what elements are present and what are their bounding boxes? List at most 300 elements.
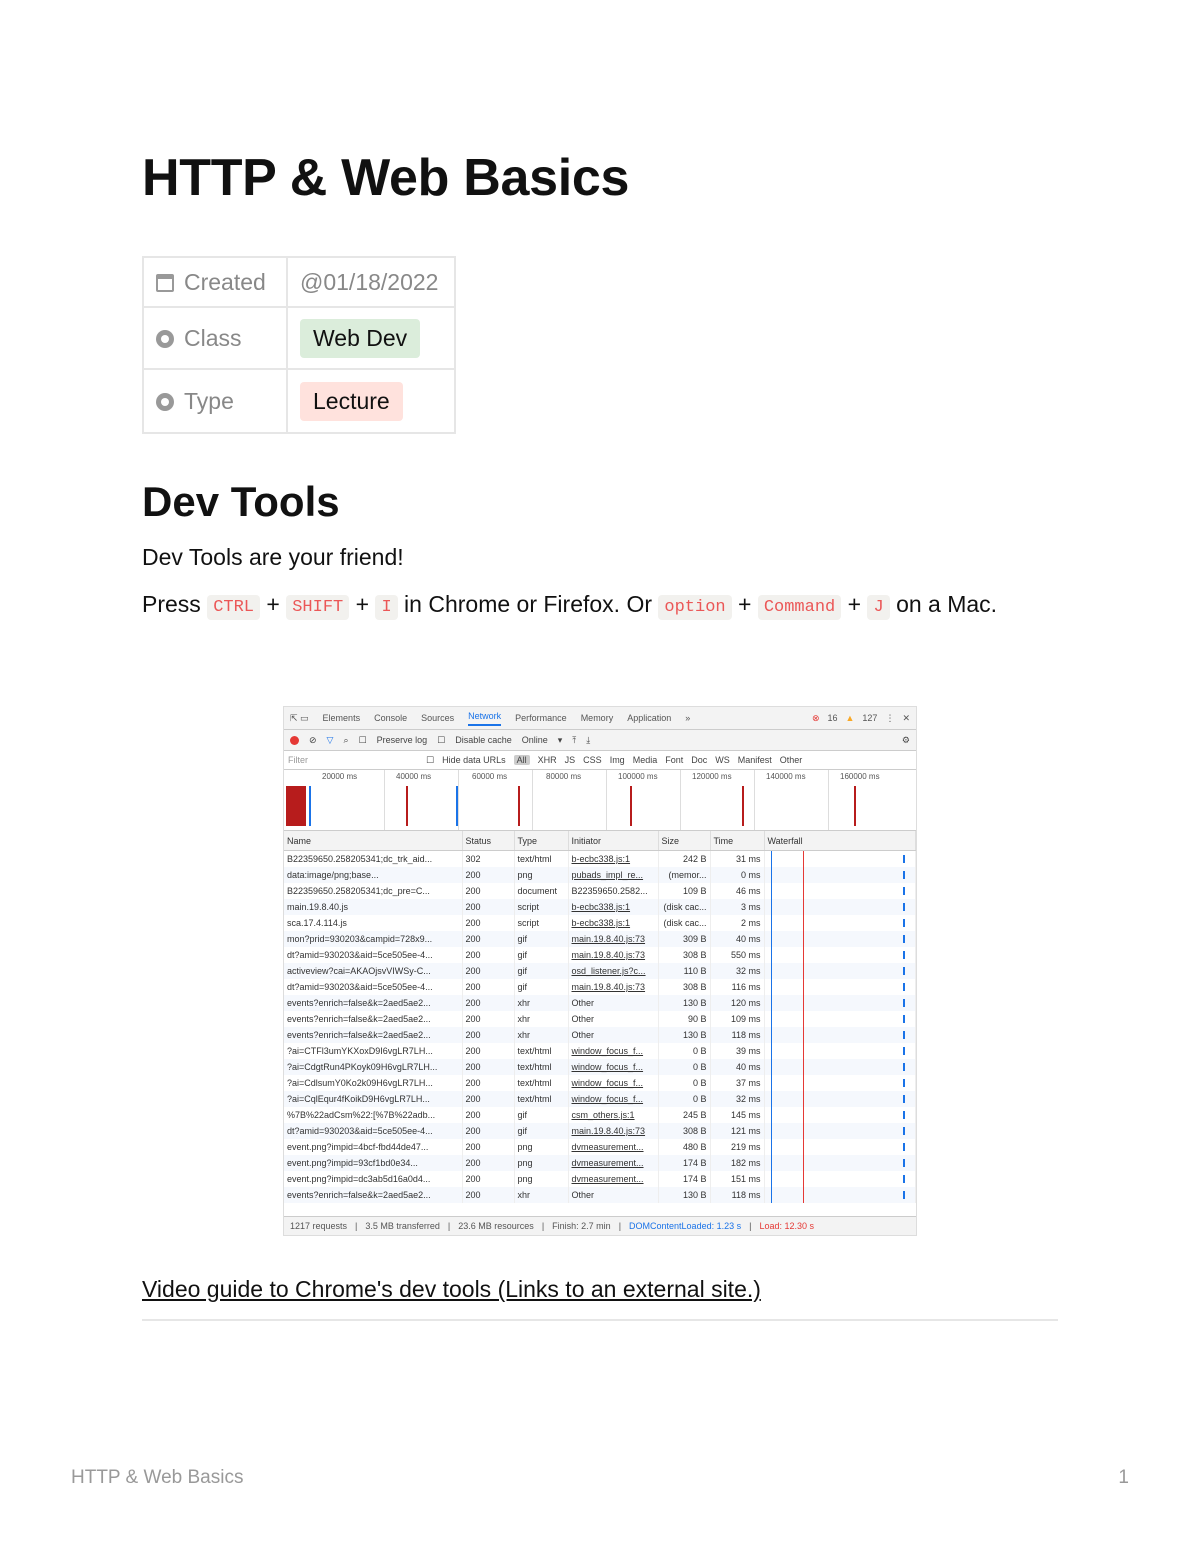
waterfall-line xyxy=(771,931,772,947)
table-cell: B22359650.2582... xyxy=(568,883,658,899)
waterfall-cell xyxy=(764,1059,916,1075)
table-row xyxy=(284,1123,916,1139)
table-cell: main.19.8.40.js:73 xyxy=(568,979,658,995)
filter-icon: ▽ xyxy=(326,734,334,745)
table-cell: dt?amid=930203&aid=5ce505ee-4... xyxy=(284,1123,462,1139)
table-cell: 242 B xyxy=(658,851,710,868)
type-tag[interactable]: Lecture xyxy=(300,382,403,421)
table-cell: main.19.8.40.js:73 xyxy=(568,947,658,963)
table-row xyxy=(284,1059,916,1075)
table-cell: dt?amid=930203&aid=5ce505ee-4... xyxy=(284,979,462,995)
table-row xyxy=(284,1011,916,1027)
waterfall-line xyxy=(803,979,804,995)
waterfall-line xyxy=(771,1107,772,1123)
table-cell: 0 B xyxy=(658,1075,710,1091)
class-tag[interactable]: Web Dev xyxy=(300,319,420,358)
table-cell: Other xyxy=(568,1187,658,1203)
waterfall-bar xyxy=(903,1015,905,1023)
devtools-tab-active: Network xyxy=(468,711,501,726)
table-cell: event.png?impid=dc3ab5d16a0d4... xyxy=(284,1171,462,1187)
filter-type: Img xyxy=(609,755,625,765)
waterfall-line xyxy=(803,1091,804,1107)
waterfall-line xyxy=(803,867,804,883)
property-key-cell xyxy=(143,257,287,307)
network-toolbar xyxy=(284,730,916,751)
waterfall-bar xyxy=(903,1143,905,1151)
waterfall-line xyxy=(771,1075,772,1091)
table-row xyxy=(284,979,916,995)
waterfall-bar xyxy=(903,887,905,895)
waterfall-line xyxy=(771,867,772,883)
table-cell: 121 ms xyxy=(710,1123,764,1139)
table-cell: script xyxy=(514,915,568,931)
timeline-gridline xyxy=(828,770,829,830)
waterfall-cell xyxy=(764,1123,916,1139)
select-icon xyxy=(156,330,174,348)
table-cell: xhr xyxy=(514,1011,568,1027)
waterfall-line xyxy=(803,883,804,899)
timeline-tick: 20000 ms xyxy=(322,772,358,781)
devtools-tab: Memory xyxy=(580,713,614,723)
table-row xyxy=(284,1075,916,1091)
filter-type: Doc xyxy=(691,755,708,765)
checkbox-icon: ☐ xyxy=(437,734,446,745)
key-shift: SHIFT xyxy=(286,595,349,620)
waterfall-line xyxy=(771,1155,772,1171)
table-row xyxy=(284,1043,916,1059)
table-cell: 0 B xyxy=(658,1059,710,1075)
waterfall-line xyxy=(771,883,772,899)
table-cell: 200 xyxy=(462,899,514,915)
table-row xyxy=(284,1139,916,1155)
table-cell: 480 B xyxy=(658,1139,710,1155)
waterfall-line xyxy=(803,931,804,947)
key-j: J xyxy=(867,595,889,620)
waterfall-cell xyxy=(764,931,916,947)
table-cell: gif xyxy=(514,1123,568,1139)
key-i: I xyxy=(375,595,397,620)
table-cell: B22359650.258205341;dc_pre=C... xyxy=(284,883,462,899)
filter-type: Media xyxy=(632,755,658,765)
timeline-tick: 160000 ms xyxy=(840,772,880,781)
table-cell: (memor... xyxy=(658,867,710,883)
table-cell: 110 B xyxy=(658,963,710,979)
table-cell: main.19.8.40.js:73 xyxy=(568,931,658,947)
throttle-select: Online xyxy=(521,735,548,745)
table-cell: gif xyxy=(514,931,568,947)
devtools-screenshot xyxy=(283,706,917,1236)
divider xyxy=(142,1319,1058,1321)
shortcut-paragraph xyxy=(142,591,997,618)
timeline-activity xyxy=(630,786,632,826)
request-table xyxy=(284,831,916,1203)
table-row xyxy=(284,1171,916,1187)
table-cell: b-ecbc338.js:1 xyxy=(568,899,658,915)
table-cell: 200 xyxy=(462,1187,514,1203)
table-cell: window_focus_f... xyxy=(568,1059,658,1075)
search-icon: ⌕ xyxy=(343,734,349,745)
waterfall-bar xyxy=(903,903,905,911)
table-row xyxy=(284,1091,916,1107)
waterfall-cell xyxy=(764,1171,916,1187)
property-key-created: Created xyxy=(184,268,266,295)
table-row xyxy=(284,1187,916,1203)
devtools-tabbar xyxy=(284,707,916,730)
table-cell: window_focus_f... xyxy=(568,1091,658,1107)
devtools-tab: » xyxy=(685,713,691,723)
waterfall-bar xyxy=(903,855,905,863)
table-cell: event.png?impid=4bcf-fbd44de47... xyxy=(284,1139,462,1155)
filter-type: Manifest xyxy=(737,755,772,765)
waterfall-bar xyxy=(903,983,905,991)
waterfall-line xyxy=(803,1139,804,1155)
waterfall-line xyxy=(771,1139,772,1155)
waterfall-line xyxy=(803,915,804,931)
table-cell: Other xyxy=(568,995,658,1011)
table-cell: 118 ms xyxy=(710,1027,764,1043)
key-option: option xyxy=(658,595,731,620)
waterfall-line xyxy=(803,963,804,979)
table-cell: 200 xyxy=(462,915,514,931)
timeline-gridline xyxy=(754,770,755,830)
column-header: Status xyxy=(462,831,514,851)
waterfall-line xyxy=(803,1027,804,1043)
waterfall-cell xyxy=(764,1043,916,1059)
table-cell: document xyxy=(514,883,568,899)
table-cell: 200 xyxy=(462,1171,514,1187)
table-cell: 32 ms xyxy=(710,963,764,979)
table-cell: main.19.8.40.js xyxy=(284,899,462,915)
filter-type: WS xyxy=(715,755,730,765)
table-cell: window_focus_f... xyxy=(568,1075,658,1091)
table-cell: 151 ms xyxy=(710,1171,764,1187)
property-value-cell xyxy=(287,257,455,307)
table-cell: sca.17.4.114.js xyxy=(284,915,462,931)
intro-text: Dev Tools are your friend! xyxy=(142,544,404,570)
property-row-class xyxy=(143,307,455,369)
checkbox-icon: ☐ xyxy=(426,754,435,765)
preserve-log-label: Preserve log xyxy=(376,735,428,745)
column-header: Type xyxy=(514,831,568,851)
table-cell: main.19.8.40.js:73 xyxy=(568,1123,658,1139)
waterfall-cell xyxy=(764,979,916,995)
clear-icon: ⊘ xyxy=(309,734,317,745)
table-cell: %7B%22adCsm%22:[%7B%22adb... xyxy=(284,1107,462,1123)
waterfall-bar xyxy=(903,999,905,1007)
table-cell: 200 xyxy=(462,883,514,899)
key-command: Command xyxy=(758,595,841,620)
warning-count: 127 xyxy=(862,712,878,723)
table-cell: mon?prid=930203&campid=728x9... xyxy=(284,931,462,947)
table-row xyxy=(284,1027,916,1043)
table-cell: ?ai=CqlEqur4fKoikD9H6vgLR7LH... xyxy=(284,1091,462,1107)
filter-type: JS xyxy=(564,755,576,765)
property-value-cell xyxy=(287,369,455,433)
load-time: Load: 12.30 s xyxy=(759,1221,814,1231)
waterfall-cell xyxy=(764,867,916,883)
waterfall-cell xyxy=(764,899,916,915)
waterfall-line xyxy=(771,947,772,963)
table-cell: event.png?impid=93cf1bd0e34... xyxy=(284,1155,462,1171)
waterfall-line xyxy=(803,1123,804,1139)
devtools-tab: Elements xyxy=(322,713,361,723)
waterfall-cell xyxy=(764,1091,916,1107)
timeline-activity xyxy=(518,786,520,826)
filter-type: CSS xyxy=(583,755,602,765)
table-cell: 130 B xyxy=(658,995,710,1011)
table-cell: 219 ms xyxy=(710,1139,764,1155)
table-cell: png xyxy=(514,1139,568,1155)
column-header: Size xyxy=(658,831,710,851)
table-cell: 200 xyxy=(462,947,514,963)
table-cell: xhr xyxy=(514,995,568,1011)
devtools-tab: Sources xyxy=(421,713,455,723)
section-heading: Dev Tools xyxy=(142,478,340,525)
waterfall-cell xyxy=(764,1107,916,1123)
table-row xyxy=(284,915,916,931)
video-guide-link[interactable]: Video guide to Chrome's dev tools (Links to an external site.) xyxy=(142,1276,761,1302)
table-cell: ?ai=CTFl3umYKXoxD9I6vgLR7LH... xyxy=(284,1043,462,1059)
filter-input: Filter xyxy=(288,755,308,765)
transferred-size: 3.5 MB transferred xyxy=(365,1221,440,1231)
footer-title: HTTP & Web Basics xyxy=(71,1467,244,1488)
table-cell: events?enrich=false&k=2aed5ae2... xyxy=(284,1027,462,1043)
table-cell: dvmeasurement... xyxy=(568,1171,658,1187)
table-cell: png xyxy=(514,867,568,883)
timeline-marker xyxy=(309,786,311,826)
on-mac-text: on a Mac. xyxy=(896,591,998,617)
waterfall-line xyxy=(803,1075,804,1091)
table-cell: 200 xyxy=(462,979,514,995)
table-cell: 309 B xyxy=(658,931,710,947)
page-title: HTTP & Web Basics xyxy=(142,149,630,207)
table-cell: text/html xyxy=(514,1091,568,1107)
waterfall-bar xyxy=(903,951,905,959)
table-cell: 200 xyxy=(462,995,514,1011)
table-cell: gif xyxy=(514,979,568,995)
table-cell: 200 xyxy=(462,1123,514,1139)
table-cell: 0 ms xyxy=(710,867,764,883)
waterfall-line xyxy=(803,1011,804,1027)
table-cell: script xyxy=(514,899,568,915)
waterfall-line xyxy=(803,947,804,963)
timeline-tick: 120000 ms xyxy=(692,772,732,781)
table-cell: 130 B xyxy=(658,1187,710,1203)
record-icon xyxy=(290,736,299,745)
table-row xyxy=(284,883,916,899)
table-cell: 39 ms xyxy=(710,1043,764,1059)
waterfall-bar xyxy=(903,1127,905,1135)
disable-cache-label: Disable cache xyxy=(455,735,512,745)
waterfall-line xyxy=(771,899,772,915)
waterfall-bar xyxy=(903,919,905,927)
timeline-gridline xyxy=(606,770,607,830)
timeline-tick: 40000 ms xyxy=(396,772,432,781)
table-cell: 3 ms xyxy=(710,899,764,915)
table-cell: 31 ms xyxy=(710,851,764,868)
requests-count: 1217 requests xyxy=(290,1221,348,1231)
table-cell: activeview?cai=AKAOjsvVIWSy-C... xyxy=(284,963,462,979)
table-cell: gif xyxy=(514,947,568,963)
table-cell: b-ecbc338.js:1 xyxy=(568,851,658,868)
table-row xyxy=(284,1107,916,1123)
waterfall-bar xyxy=(903,935,905,943)
table-cell: 174 B xyxy=(658,1171,710,1187)
table-cell: data:image/png;base... xyxy=(284,867,462,883)
devtools-counters xyxy=(812,713,910,724)
table-cell: ?ai=CdgtRun4PKoyk09H6vgLR7LH... xyxy=(284,1059,462,1075)
table-cell: Other xyxy=(568,1027,658,1043)
waterfall-line xyxy=(771,1171,772,1187)
table-cell: events?enrich=false&k=2aed5ae2... xyxy=(284,1187,462,1203)
waterfall-bar xyxy=(903,1159,905,1167)
timeline-activity xyxy=(406,786,408,826)
properties-table xyxy=(142,256,456,434)
devtools-tab: Application xyxy=(627,713,672,723)
timeline-gridline xyxy=(384,770,385,830)
waterfall-line xyxy=(803,1155,804,1171)
table-cell: text/html xyxy=(514,1059,568,1075)
waterfall-cell xyxy=(764,883,916,899)
devtools-tab: Performance xyxy=(515,713,567,723)
table-cell: 200 xyxy=(462,867,514,883)
page-number: 1 xyxy=(1118,1467,1129,1488)
table-row xyxy=(284,947,916,963)
table-cell: b-ecbc338.js:1 xyxy=(568,915,658,931)
table-cell: 200 xyxy=(462,1059,514,1075)
table-cell: 40 ms xyxy=(710,1059,764,1075)
property-row-type xyxy=(143,369,455,433)
table-row xyxy=(284,963,916,979)
table-cell: 550 ms xyxy=(710,947,764,963)
table-cell: 308 B xyxy=(658,979,710,995)
waterfall-bar xyxy=(903,1063,905,1071)
table-cell: B22359650.258205341;dc_trk_aid... xyxy=(284,851,462,868)
property-value-cell xyxy=(287,307,455,369)
table-cell: dt?amid=930203&aid=5ce505ee-4... xyxy=(284,947,462,963)
timeline-gridline xyxy=(532,770,533,830)
table-cell: 46 ms xyxy=(710,883,764,899)
waterfall-line xyxy=(771,979,772,995)
waterfall-cell xyxy=(764,1011,916,1027)
waterfall-line xyxy=(803,1043,804,1059)
waterfall-line xyxy=(771,1187,772,1203)
filter-type: Font xyxy=(665,755,684,765)
select-icon xyxy=(156,393,174,411)
warning-icon: ▲ xyxy=(845,712,855,723)
waterfall-cell xyxy=(764,1155,916,1171)
table-cell: 245 B xyxy=(658,1107,710,1123)
table-row xyxy=(284,931,916,947)
in-chrome-text: in Chrome or Firefox. Or xyxy=(404,591,652,617)
table-cell: 120 ms xyxy=(710,995,764,1011)
waterfall-cell xyxy=(764,995,916,1011)
table-cell: 308 B xyxy=(658,1123,710,1139)
property-key-cell xyxy=(143,369,287,433)
waterfall-cell xyxy=(764,915,916,931)
plus-sign: + xyxy=(738,591,752,617)
timeline-ticks xyxy=(284,772,916,784)
filter-type: Other xyxy=(779,755,803,765)
error-count: 16 xyxy=(827,712,838,723)
table-cell: 302 xyxy=(462,851,514,868)
table-cell: 182 ms xyxy=(710,1155,764,1171)
timeline-tick: 140000 ms xyxy=(766,772,806,781)
table-cell: dvmeasurement... xyxy=(568,1155,658,1171)
table-cell: 2 ms xyxy=(710,915,764,931)
waterfall-line xyxy=(803,995,804,1011)
waterfall-bar xyxy=(903,1191,905,1199)
table-cell: xhr xyxy=(514,1187,568,1203)
table-cell: 200 xyxy=(462,963,514,979)
table-cell: pubads_impl_re... xyxy=(568,867,658,883)
waterfall-line xyxy=(771,1091,772,1107)
table-cell: 109 ms xyxy=(710,1011,764,1027)
waterfall-bar xyxy=(903,1031,905,1039)
table-cell: xhr xyxy=(514,1027,568,1043)
table-cell: 40 ms xyxy=(710,931,764,947)
column-header: Initiator xyxy=(568,831,658,851)
waterfall-cell xyxy=(764,1075,916,1091)
table-cell: ?ai=CdlsumY0Ko2k09H6vgLR7LH... xyxy=(284,1075,462,1091)
waterfall-line xyxy=(803,1171,804,1187)
dom-content-loaded: DOMContentLoaded: 1.23 s xyxy=(629,1221,742,1231)
table-cell: text/html xyxy=(514,1075,568,1091)
table-cell: 145 ms xyxy=(710,1107,764,1123)
plus-sign: + xyxy=(266,591,280,617)
timeline-gridline xyxy=(458,770,459,830)
table-row xyxy=(284,995,916,1011)
waterfall-line xyxy=(771,963,772,979)
property-key-cell xyxy=(143,307,287,369)
filter-type: All xyxy=(514,755,530,765)
table-row xyxy=(284,899,916,915)
table-cell: png xyxy=(514,1155,568,1171)
waterfall-line xyxy=(771,995,772,1011)
download-icon: ⤓ xyxy=(586,734,591,745)
checkbox-icon: ☐ xyxy=(358,734,367,745)
waterfall-bar xyxy=(903,1079,905,1087)
table-cell: gif xyxy=(514,1107,568,1123)
table-cell: 200 xyxy=(462,1091,514,1107)
network-status-bar: 1217 requests | 3.5 MB transferred | 23.6 MB resources | Finish: 2.7 min | DOMContentLoaded: 1.23 s | Load: 12.30 s xyxy=(284,1216,916,1235)
property-row-created xyxy=(143,257,455,307)
table-cell: 200 xyxy=(462,1011,514,1027)
table-cell: 109 B xyxy=(658,883,710,899)
chevron-down-icon: ▾ xyxy=(557,734,563,745)
waterfall-cell xyxy=(764,947,916,963)
waterfall-line xyxy=(771,1011,772,1027)
table-cell: 200 xyxy=(462,1043,514,1059)
table-cell: 200 xyxy=(462,931,514,947)
plus-sign: + xyxy=(847,591,862,617)
calendar-icon xyxy=(156,274,174,292)
table-cell: 90 B xyxy=(658,1011,710,1027)
waterfall-line xyxy=(771,1027,772,1043)
timeline-tick: 60000 ms xyxy=(472,772,508,781)
property-key-type: Type xyxy=(184,387,234,414)
press-text: Press xyxy=(142,591,201,617)
resources-size: 23.6 MB resources xyxy=(458,1221,534,1231)
waterfall-line xyxy=(803,899,804,915)
table-cell: events?enrich=false&k=2aed5ae2... xyxy=(284,1011,462,1027)
table-cell: window_focus_f... xyxy=(568,1043,658,1059)
table-cell: text/html xyxy=(514,851,568,868)
devtools-tab: Console xyxy=(374,713,408,723)
table-cell: 116 ms xyxy=(710,979,764,995)
table-cell: 174 B xyxy=(658,1155,710,1171)
timeline-overview xyxy=(284,770,916,831)
